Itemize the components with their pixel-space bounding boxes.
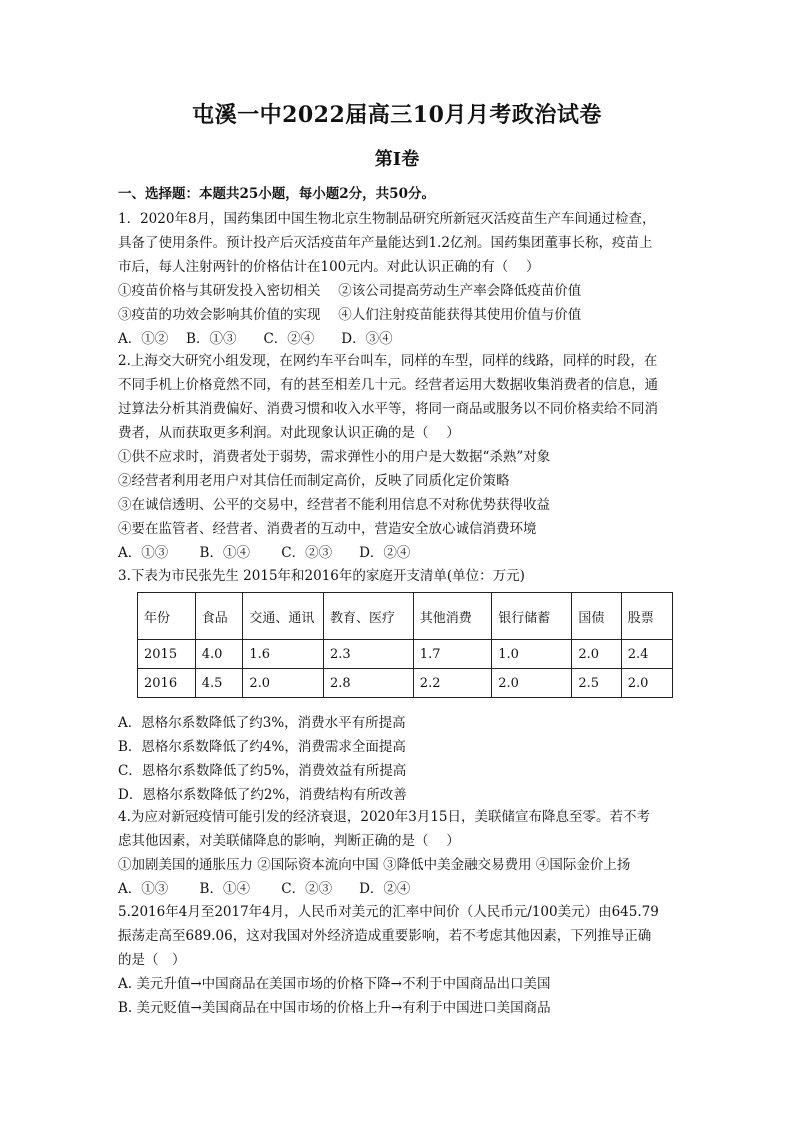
q3-choice: D．恩格尔系数降低了约2%，消费结构有所改善 [118, 787, 407, 803]
q5-choice: A. 美元升值→中国商品在美国市场的价格下降→不利于中国商品出口美国 [118, 976, 551, 992]
table-cell: 2.3 [324, 640, 414, 669]
table-header-cell: 教育、医疗 [324, 593, 414, 640]
section-heading: 一、选择题：本题共25小题，每小题2分，共50分。 [118, 186, 435, 202]
q2-stem-line: 过算法分析其消费偏好、消费习惯和收入水平等，将同一商品或服务以不同价格卖给不同消 [118, 401, 658, 417]
q3-choice: A．恩格尔系数降低了约3%，消费水平有所提高 [118, 715, 406, 731]
q2-statement: ④要在监管者、经营者、消费者的互动中，营造安全放心诚信消费环境 [118, 521, 537, 537]
table-header-cell: 其他消费 [413, 593, 491, 640]
table-row [138, 640, 673, 669]
q2-statement: ②经营者利用老用户对其信任而制定高价，反映了同质化定价策略 [118, 473, 510, 489]
table-header-cell: 银行储蓄 [492, 593, 572, 640]
q4-stem-line: 4.为应对新冠疫情可能引发的经济衰退，2020年3月15日，美联储宣布降息至零。若不考 [118, 809, 651, 825]
table-cell: 2.8 [324, 669, 414, 698]
q1-stem-line: 具备了使用条件。预计投产后灭活疫苗年产量能达到1.2亿剂。国药集团董事长称，疫苗上 [118, 235, 653, 251]
table-cell: 2.4 [621, 640, 672, 669]
q4-statement: ①加剧美国的通胀压力 ②国际资本流向中国 ③降低中美金融交易费用 ④国际金价上扬 [118, 857, 631, 873]
table-header-row [138, 593, 673, 640]
q1-stem-line: 1．2020年8月，国药集团中国生物北京生物制品研究所新冠灭活疫苗生产车间通过检查， [118, 211, 656, 227]
q1-options: A．①② B．①③ C．②④ D．③④ [118, 331, 393, 347]
table-header-cell: 年份 [138, 593, 196, 640]
table-cell: 2.0 [621, 669, 672, 698]
q2-options: A．①③ B．①④ C．②③ D．②④ [118, 545, 411, 561]
q1-statement: ③疫苗的功效会影响其价值的实现 ④人们注射疫苗能获得其使用价值与价值 [118, 307, 582, 323]
q3-choice: B．恩格尔系数降低了约4%，消费需求全面提高 [118, 739, 406, 755]
table-cell: 2.2 [413, 669, 491, 698]
q5-stem-line: 振荡走高至689.06，这对我国对外经济造成重要影响，若不考虑其他因素，下列推导正确 [118, 928, 652, 944]
table-cell: 1.6 [243, 640, 324, 669]
q3-choice: C．恩格尔系数降低了约5%，消费效益有所提高 [118, 763, 407, 779]
volume-heading: 第I卷 [374, 149, 420, 170]
q2-stem-line: 2.上海交大研究小组发现，在网约车平台叫车，同样的车型，同样的线路，同样的时段，在 [118, 353, 658, 369]
table-cell: 1.7 [413, 640, 491, 669]
q5-stem-line: 的是（ ） [118, 952, 186, 968]
table-cell: 2.0 [572, 640, 621, 669]
budget-table [137, 592, 673, 698]
q1-stem-line: 市后，每人注射两针的价格估计在100元内。对此认识正确的有（ ） [118, 259, 540, 275]
table-cell: 2.0 [243, 669, 324, 698]
table-header-cell: 交通、通讯 [243, 593, 324, 640]
table-header-cell: 食品 [195, 593, 243, 640]
q5-choice: B. 美元贬值→美国商品在中国市场的价格上升→有利于中国进口美国商品 [118, 1000, 551, 1016]
table-cell: 2.5 [572, 669, 621, 698]
q5-stem-line: 5.2016年4月至2017年4月，人民币对美元的汇率中间价（人民币元/100美元）由645.79 [118, 904, 659, 920]
table-row [138, 669, 673, 698]
table-cell: 1.0 [492, 640, 572, 669]
q1-statement: ①疫苗价格与其研发投入密切相关 ②该公司提高劳动生产率会降低疫苗价值 [118, 283, 582, 299]
table-cell: 2016 [138, 669, 196, 698]
q2-statement: ①供不应求时，消费者处于弱势，需求弹性小的用户是大数据“杀熟”对象 [118, 449, 551, 465]
table-cell: 2.0 [492, 669, 572, 698]
exam-title: 屯溪一中2022届高三10月月考政治试卷 [192, 102, 602, 128]
table-header-cell: 股票 [621, 593, 672, 640]
table-header-cell: 国债 [572, 593, 621, 640]
table-cell: 4.0 [195, 640, 243, 669]
table-cell: 4.5 [195, 669, 243, 698]
q2-stem-line: 费者，从而获取更多利润。对此现象认识正确的是（ ） [118, 425, 460, 441]
q4-stem-line: 虑其他因素，对美联储降息的影响，判断正确的是（ ） [118, 833, 460, 849]
q2-statement: ③在诚信透明、公平的交易中，经营者不能利用信息不对称优势获得收益 [118, 497, 550, 513]
q3-stem: 3.下表为市民张先生 2015年和2016年的家庭开支清单(单位：万元) [118, 568, 525, 584]
q2-stem-line: 不同手机上价格竟然不同，有的甚至相差几十元。经营者运用大数据收集消费者的信息，通 [118, 377, 658, 393]
table-cell: 2015 [138, 640, 196, 669]
q4-options: A．①③ B．①④ C．②③ D．②④ [118, 881, 411, 897]
